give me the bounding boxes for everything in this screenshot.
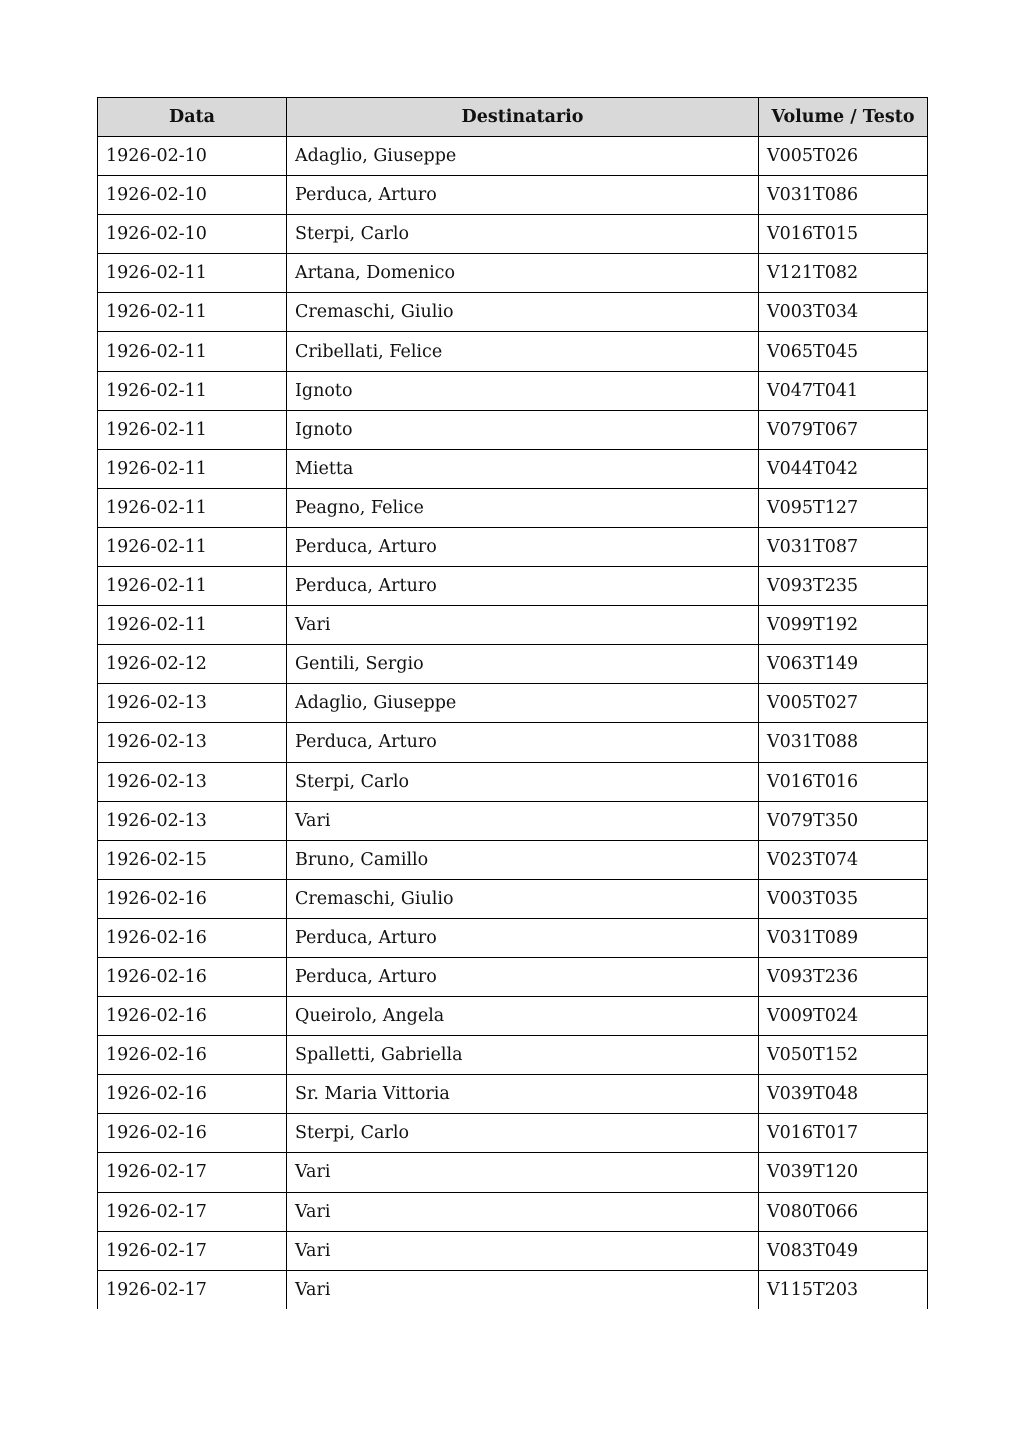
date-cell: 1926-02-10 — [98, 176, 287, 215]
volume-text-cell: V115T203 — [759, 1270, 928, 1309]
volume-text-cell: V005T027 — [759, 684, 928, 723]
volume-text-cell: V031T087 — [759, 527, 928, 566]
date-cell: 1926-02-11 — [98, 371, 287, 410]
column-header-data: Data — [98, 98, 287, 137]
date-cell: 1926-02-11 — [98, 606, 287, 645]
date-cell: 1926-02-17 — [98, 1153, 287, 1192]
table-row — [98, 957, 928, 996]
table-row — [98, 918, 928, 957]
recipient-cell: Vari — [287, 606, 759, 645]
volume-text-cell: V083T049 — [759, 1231, 928, 1270]
volume-text-cell: V063T149 — [759, 645, 928, 684]
table-header — [98, 98, 928, 137]
table-row — [98, 567, 928, 606]
table-body — [98, 137, 928, 1310]
table-row — [98, 1192, 928, 1231]
recipient-cell: Sterpi, Carlo — [287, 1114, 759, 1153]
volume-text-cell: V016T017 — [759, 1114, 928, 1153]
volume-text-cell: V031T086 — [759, 176, 928, 215]
date-cell: 1926-02-11 — [98, 488, 287, 527]
table-row — [98, 332, 928, 371]
volume-text-cell: V121T082 — [759, 254, 928, 293]
table-row — [98, 801, 928, 840]
volume-text-cell: V003T035 — [759, 879, 928, 918]
recipient-cell: Adaglio, Giuseppe — [287, 137, 759, 176]
date-cell: 1926-02-10 — [98, 137, 287, 176]
table-row — [98, 527, 928, 566]
date-cell: 1926-02-16 — [98, 957, 287, 996]
volume-text-cell: V079T350 — [759, 801, 928, 840]
date-cell: 1926-02-17 — [98, 1231, 287, 1270]
date-cell: 1926-02-12 — [98, 645, 287, 684]
table-row — [98, 254, 928, 293]
table-row — [98, 997, 928, 1036]
date-cell: 1926-02-11 — [98, 254, 287, 293]
table-row — [98, 215, 928, 254]
date-cell: 1926-02-16 — [98, 1075, 287, 1114]
volume-text-cell: V047T041 — [759, 371, 928, 410]
table-row — [98, 684, 928, 723]
volume-text-cell: V031T089 — [759, 918, 928, 957]
volume-text-cell: V039T120 — [759, 1153, 928, 1192]
recipient-cell: Vari — [287, 1270, 759, 1309]
table-row — [98, 840, 928, 879]
table-row — [98, 1153, 928, 1192]
date-cell: 1926-02-16 — [98, 879, 287, 918]
volume-text-cell: V093T235 — [759, 567, 928, 606]
table-row — [98, 488, 928, 527]
volume-text-cell: V003T034 — [759, 293, 928, 332]
volume-text-cell: V095T127 — [759, 488, 928, 527]
table-row — [98, 1036, 928, 1075]
column-header-destinatario: Destinatario — [287, 98, 759, 137]
date-cell: 1926-02-11 — [98, 293, 287, 332]
recipient-cell: Vari — [287, 1231, 759, 1270]
date-cell: 1926-02-15 — [98, 840, 287, 879]
table-row — [98, 1270, 928, 1309]
date-cell: 1926-02-11 — [98, 410, 287, 449]
volume-text-cell: V093T236 — [759, 957, 928, 996]
date-cell: 1926-02-17 — [98, 1270, 287, 1309]
volume-text-cell: V023T074 — [759, 840, 928, 879]
date-cell: 1926-02-11 — [98, 449, 287, 488]
recipient-cell: Spalletti, Gabriella — [287, 1036, 759, 1075]
date-cell: 1926-02-11 — [98, 567, 287, 606]
recipient-cell: Gentili, Sergio — [287, 645, 759, 684]
date-cell: 1926-02-16 — [98, 1114, 287, 1153]
volume-text-cell: V080T066 — [759, 1192, 928, 1231]
table-row — [98, 723, 928, 762]
volume-text-cell: V031T088 — [759, 723, 928, 762]
recipient-cell: Artana, Domenico — [287, 254, 759, 293]
table-row — [98, 293, 928, 332]
table-row — [98, 176, 928, 215]
table-row — [98, 1231, 928, 1270]
recipient-cell: Vari — [287, 1192, 759, 1231]
recipient-cell: Ignoto — [287, 371, 759, 410]
volume-text-cell: V039T048 — [759, 1075, 928, 1114]
date-cell: 1926-02-17 — [98, 1192, 287, 1231]
table-row — [98, 645, 928, 684]
table-row — [98, 137, 928, 176]
date-cell: 1926-02-16 — [98, 997, 287, 1036]
volume-text-cell: V016T015 — [759, 215, 928, 254]
recipient-cell: Bruno, Camillo — [287, 840, 759, 879]
recipient-cell: Vari — [287, 1153, 759, 1192]
date-cell: 1926-02-13 — [98, 762, 287, 801]
table-row — [98, 1075, 928, 1114]
recipient-cell: Queirolo, Angela — [287, 997, 759, 1036]
recipient-cell: Vari — [287, 801, 759, 840]
table-row — [98, 449, 928, 488]
recipient-cell: Peagno, Felice — [287, 488, 759, 527]
table-row — [98, 606, 928, 645]
recipient-cell: Ignoto — [287, 410, 759, 449]
recipient-cell: Cremaschi, Giulio — [287, 879, 759, 918]
recipient-cell: Perduca, Arturo — [287, 957, 759, 996]
letters-table — [97, 97, 928, 1309]
recipient-cell: Cribellati, Felice — [287, 332, 759, 371]
table-row — [98, 1114, 928, 1153]
date-cell: 1926-02-13 — [98, 801, 287, 840]
recipient-cell: Adaglio, Giuseppe — [287, 684, 759, 723]
volume-text-cell: V050T152 — [759, 1036, 928, 1075]
recipient-cell: Mietta — [287, 449, 759, 488]
recipient-cell: Cremaschi, Giulio — [287, 293, 759, 332]
date-cell: 1926-02-16 — [98, 1036, 287, 1075]
volume-text-cell: V065T045 — [759, 332, 928, 371]
table-row — [98, 371, 928, 410]
recipient-cell: Perduca, Arturo — [287, 723, 759, 762]
column-header-volume-testo: Volume / Testo — [759, 98, 928, 137]
volume-text-cell: V079T067 — [759, 410, 928, 449]
recipient-cell: Perduca, Arturo — [287, 527, 759, 566]
header-row — [98, 98, 928, 137]
volume-text-cell: V016T016 — [759, 762, 928, 801]
date-cell: 1926-02-11 — [98, 332, 287, 371]
table-row — [98, 762, 928, 801]
date-cell: 1926-02-10 — [98, 215, 287, 254]
volume-text-cell: V005T026 — [759, 137, 928, 176]
recipient-cell: Perduca, Arturo — [287, 567, 759, 606]
volume-text-cell: V099T192 — [759, 606, 928, 645]
date-cell: 1926-02-16 — [98, 918, 287, 957]
recipient-cell: Sterpi, Carlo — [287, 215, 759, 254]
recipient-cell: Perduca, Arturo — [287, 176, 759, 215]
date-cell: 1926-02-13 — [98, 684, 287, 723]
recipient-cell: Sterpi, Carlo — [287, 762, 759, 801]
table-row — [98, 410, 928, 449]
recipient-cell: Perduca, Arturo — [287, 918, 759, 957]
date-cell: 1926-02-11 — [98, 527, 287, 566]
volume-text-cell: V044T042 — [759, 449, 928, 488]
volume-text-cell: V009T024 — [759, 997, 928, 1036]
date-cell: 1926-02-13 — [98, 723, 287, 762]
table-row — [98, 879, 928, 918]
recipient-cell: Sr. Maria Vittoria — [287, 1075, 759, 1114]
